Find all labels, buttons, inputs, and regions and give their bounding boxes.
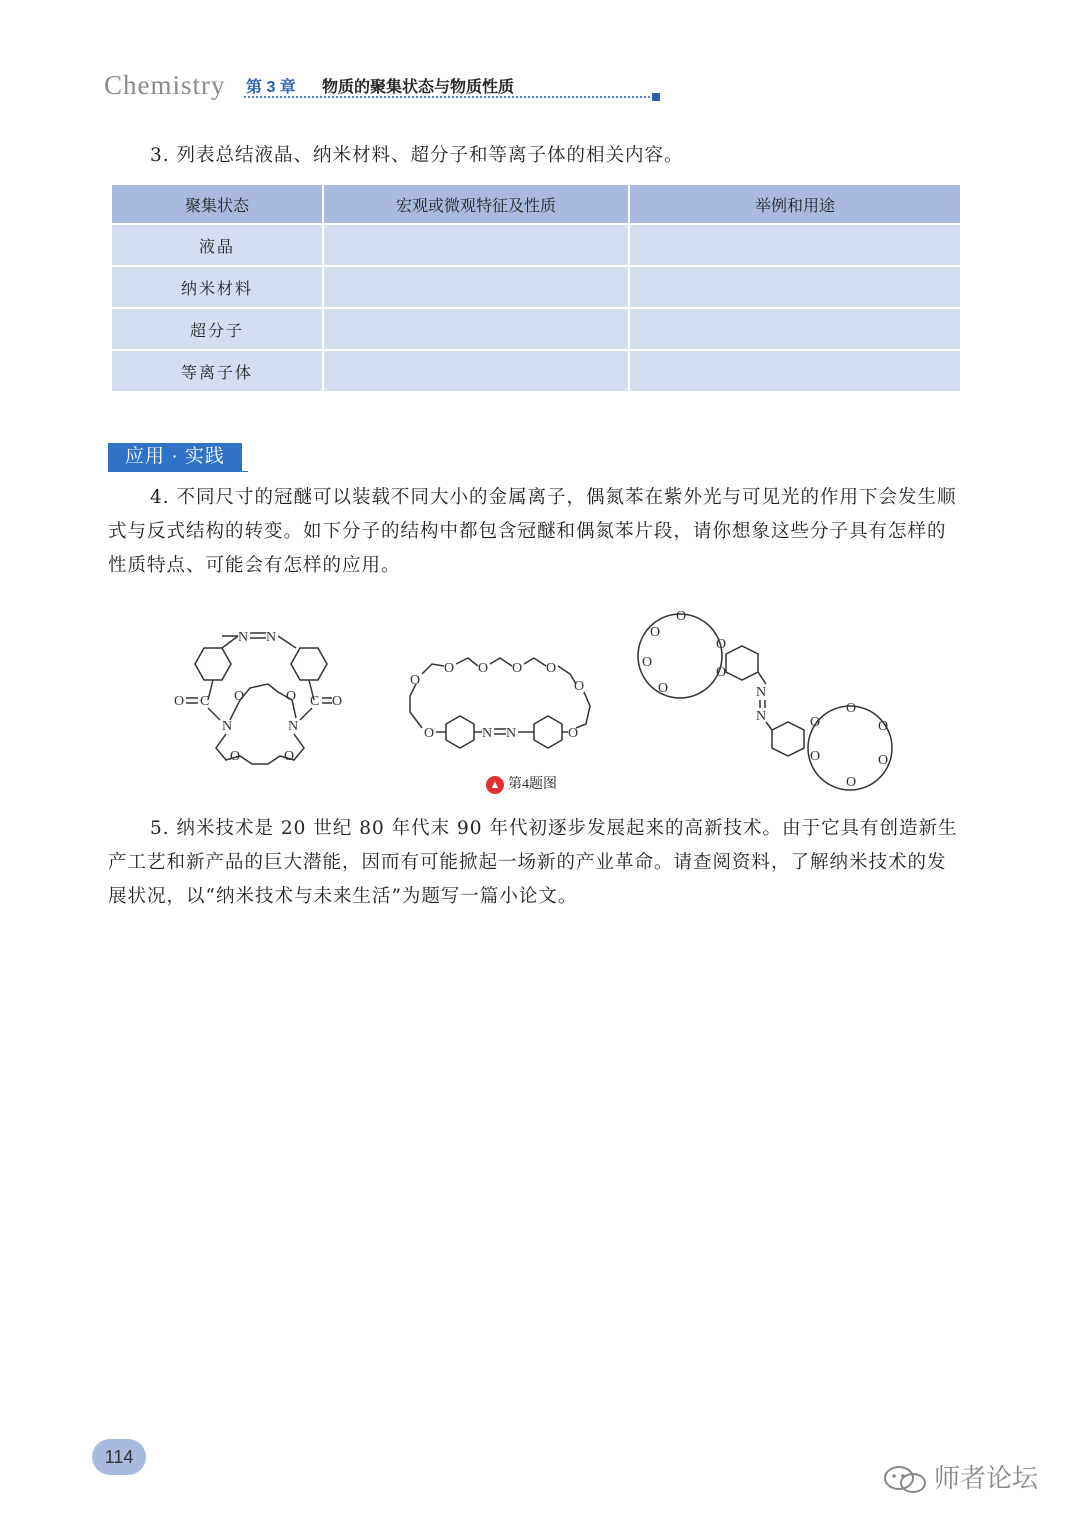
atom-label: N (222, 719, 233, 734)
atom-label: O (716, 637, 727, 652)
property-cell (323, 350, 629, 392)
chapter-title: 物质的聚集状态与物质性质 (322, 79, 515, 96)
triangle-icon: ▲ (486, 776, 504, 794)
atom-label: O (676, 609, 687, 624)
property-cell (323, 266, 629, 308)
molecule-figure (160, 600, 900, 800)
atom-label: O (658, 681, 669, 696)
chapter-number: 第 3 章 (246, 79, 296, 96)
state-cell: 纳米材料 (111, 266, 323, 308)
atom-label: O (716, 665, 727, 680)
page-number: 114 (92, 1439, 146, 1475)
atom-label: C (200, 694, 210, 709)
atom-label: O (846, 775, 857, 790)
table-row (111, 224, 961, 266)
atom-label: O (410, 673, 421, 688)
atom-label: O (810, 749, 821, 764)
atom-label: O (546, 661, 557, 676)
example-cell (629, 308, 961, 350)
table-header-cell: 聚集状态 (111, 184, 323, 224)
wechat-icon (882, 1465, 928, 1495)
atom-label: O (174, 694, 185, 709)
table-row (111, 350, 961, 392)
atom-label: N (266, 630, 277, 645)
atom-label: N (288, 719, 299, 734)
table-row (111, 266, 961, 308)
atom-label: O (286, 689, 297, 704)
figure-caption (486, 773, 557, 794)
property-cell (323, 308, 629, 350)
atom-label: O (568, 726, 579, 741)
atom-label: N (756, 685, 767, 700)
section-underline (108, 471, 248, 472)
atom-label: O (846, 701, 857, 716)
atom-label: O (444, 661, 455, 676)
caption-text: 第4题图 (508, 777, 557, 792)
question-4: 4. 不同尺寸的冠醚可以装载不同大小的金属离子，偶氮苯在紫外光与可见光的作用下会发生顺式与反式结构的转变。如下分子的结构中都包含冠醚和偶氮苯片段，请你想象这些分子具有怎样的性质特点、可能会有怎样的应用。 (108, 487, 957, 576)
state-cell: 等离子体 (111, 350, 323, 392)
table-header-cell: 举例和用途 (629, 184, 961, 224)
state-cell: 液晶 (111, 224, 323, 266)
property-cell (323, 224, 629, 266)
example-cell (629, 224, 961, 266)
watermark-text: 师者论坛 (934, 1464, 1039, 1494)
atom-label: N (506, 726, 517, 741)
example-cell (629, 266, 961, 308)
atom-label: O (878, 719, 889, 734)
atom-label: C (310, 694, 320, 709)
table-row (111, 308, 961, 350)
header-dot (652, 93, 660, 101)
atom-label: O (332, 694, 343, 709)
page-header (104, 70, 564, 106)
molecule-3 (638, 609, 892, 790)
atom-label: N (238, 630, 249, 645)
question-5: 5. 纳米技术是 20 世纪 80 年代末 90 年代初逐步发展起来的高新技术。由于它具有创造新生产工艺和新产品的巨大潜能，因而有可能掀起一场新的产业革命。请查阅资料，了解纳米技术的发展状况，以“纳米技术与未来生活”为题写一篇小论文。 (108, 818, 958, 907)
atom-label: O (284, 749, 295, 764)
summary-table (110, 183, 962, 393)
atom-label: O (810, 715, 821, 730)
atom-label: N (756, 709, 767, 724)
watermark (882, 1458, 1038, 1495)
atom-label: O (642, 655, 653, 670)
table-header-cell: 宏观或微观特征及性质 (323, 184, 629, 224)
state-cell: 超分子 (111, 308, 323, 350)
molecule-2 (410, 658, 590, 748)
atom-label: O (878, 753, 889, 768)
example-cell (629, 350, 961, 392)
atom-label: O (512, 661, 523, 676)
atom-label: O (230, 749, 241, 764)
atom-label: O (574, 679, 585, 694)
molecule-1 (174, 630, 342, 764)
header-divider (244, 96, 654, 98)
table-header-row (111, 184, 961, 224)
atom-label: O (650, 625, 661, 640)
atom-label: O (234, 689, 245, 704)
atom-label: N (482, 726, 493, 741)
atom-label: O (424, 726, 435, 741)
brand-title: Chemistry (104, 70, 226, 100)
question-3: 3. 列表总结液晶、纳米材料、超分子和等离子体的相关内容。 (150, 145, 684, 166)
section-badge: 应用 · 实践 (108, 443, 242, 471)
atom-label: O (478, 661, 489, 676)
